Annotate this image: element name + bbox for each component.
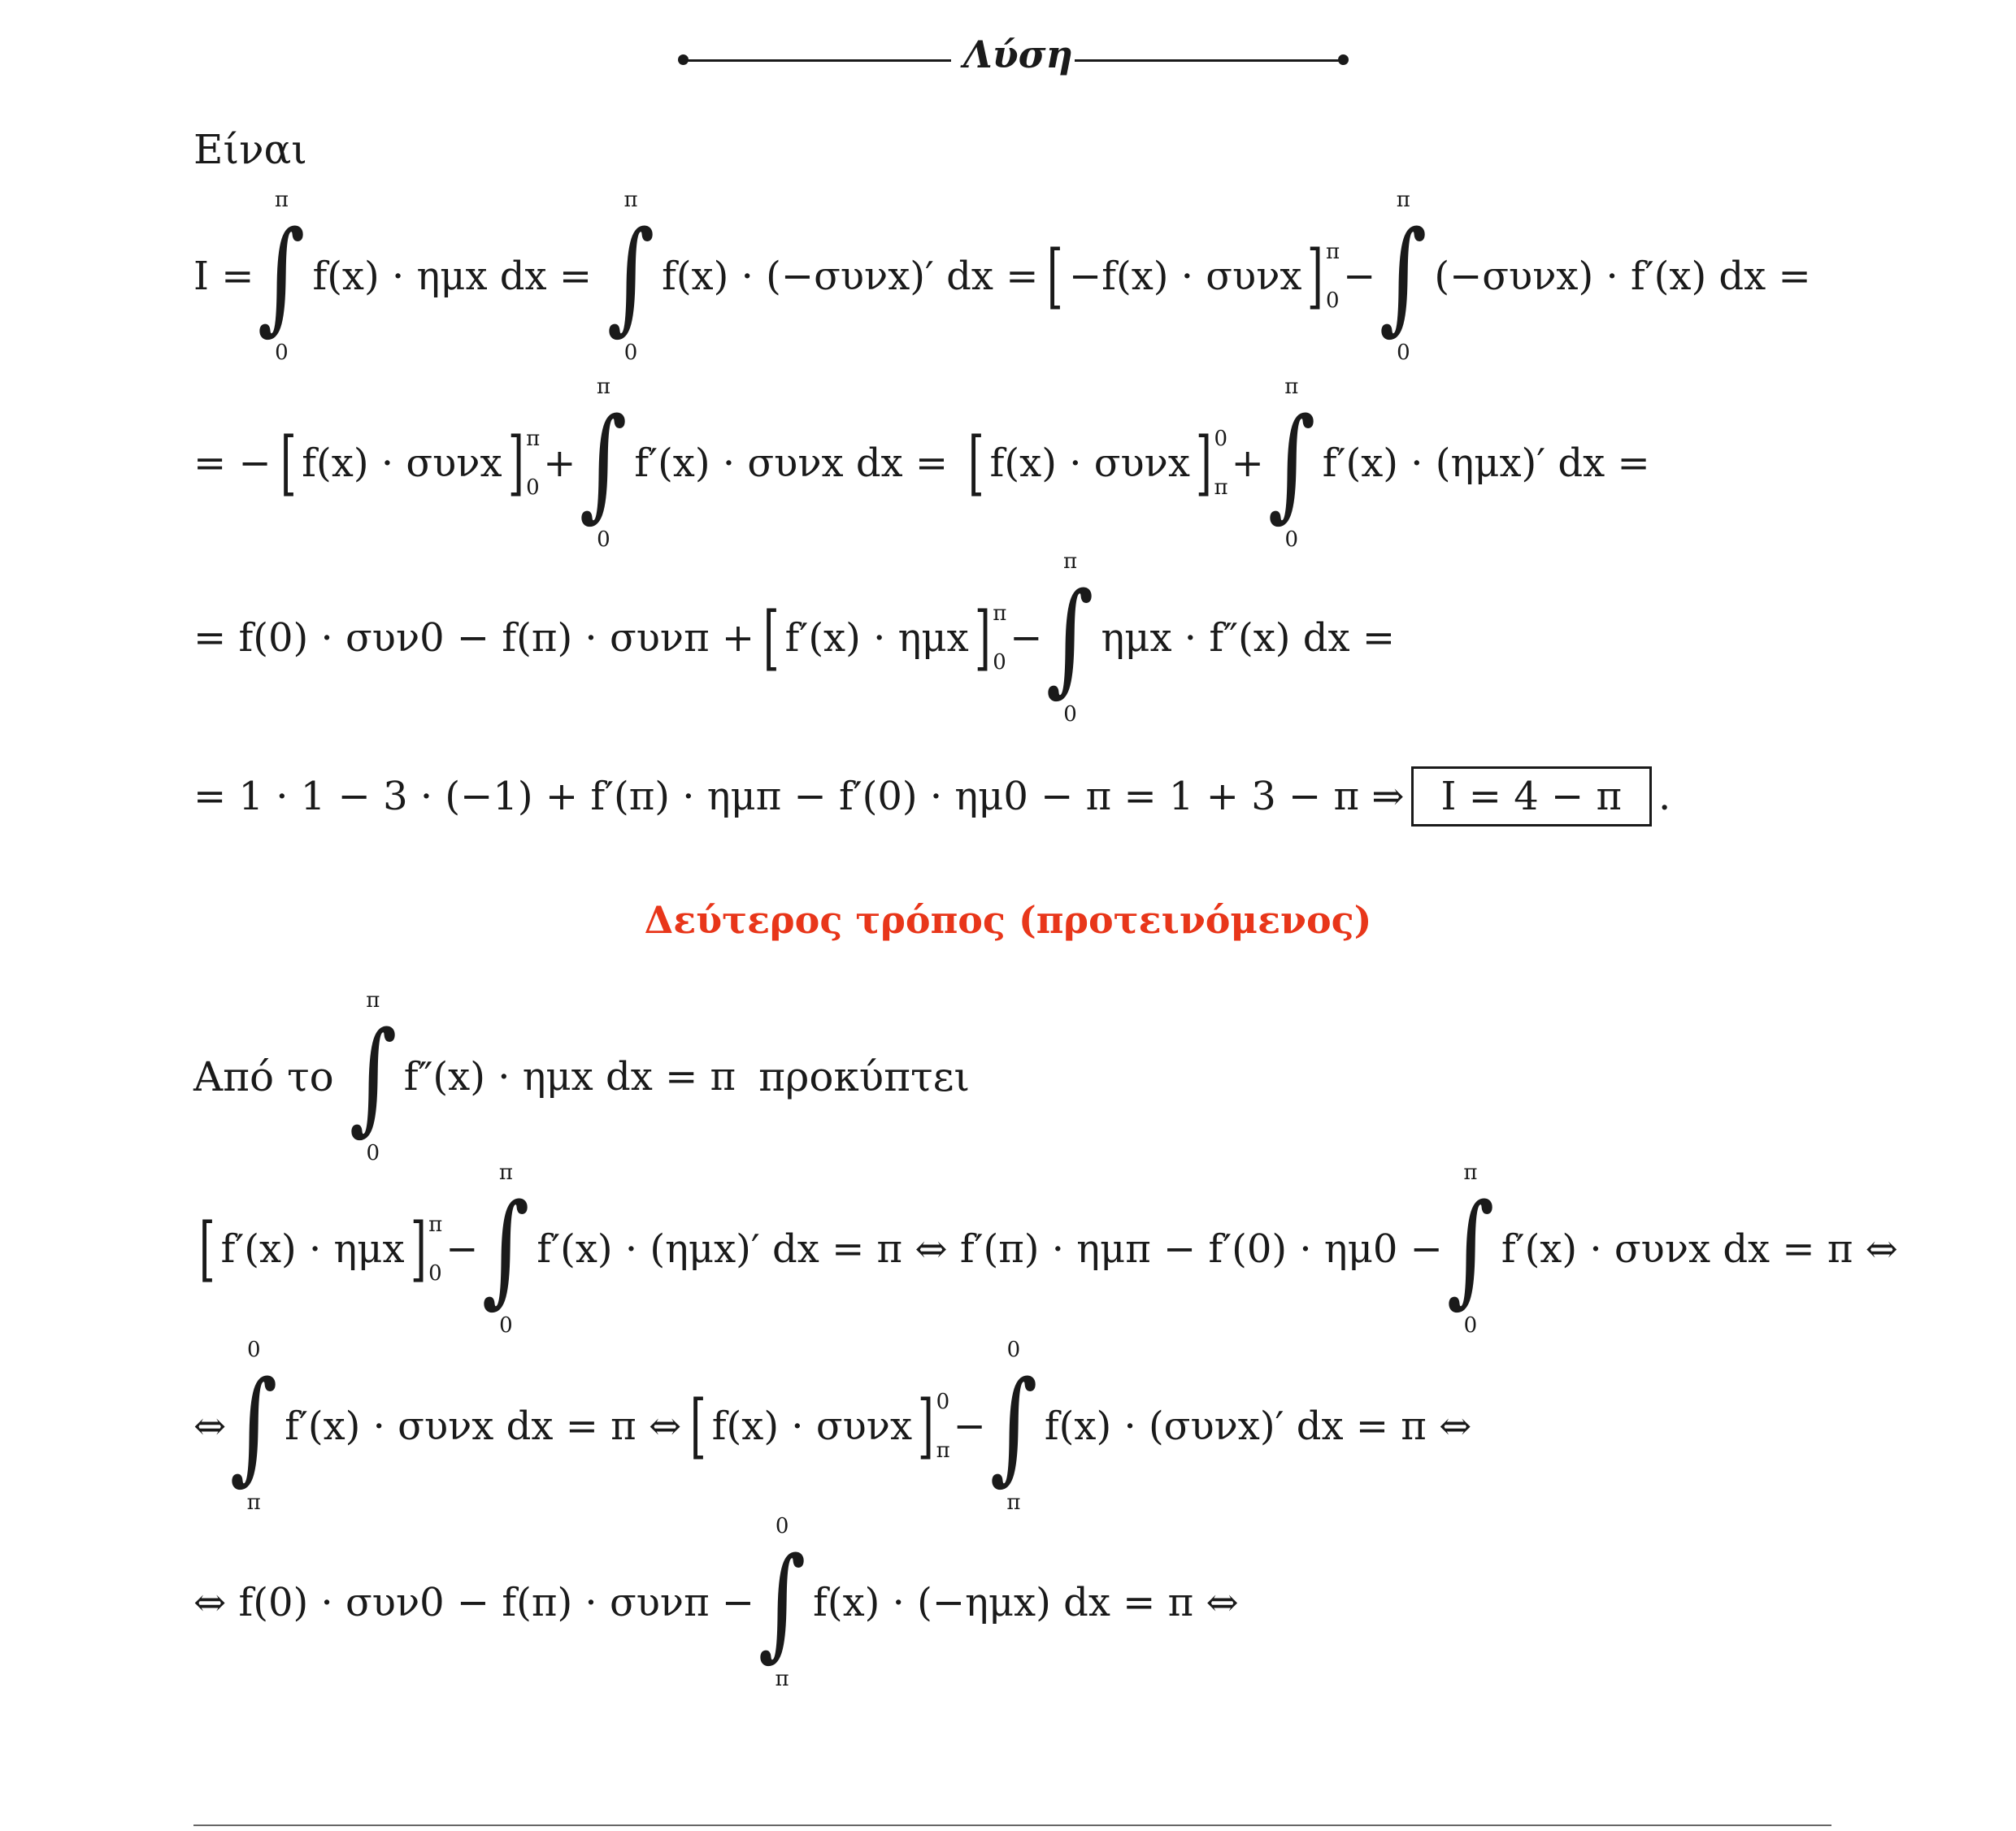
eq5-c: f′(x) · (ημx)′ dx = π ⇔ f′(π) · ημπ − f′(0) · ημ0 − [537,1226,1443,1272]
bracket-evaluation: [ f′(x) · ημx ] π 0 [763,597,1007,679]
header-rule-right [1075,59,1343,62]
bracket-evaluation: [ f(x) · συνx ] 0 π [689,1386,950,1467]
header-dot-right [1338,54,1349,65]
eq1-e: − [1343,254,1376,299]
eq4-a: = 1 · 1 − 3 · (−1) + f′(π) · ημπ − f′(0) · ημ0 − π = 1 + 3 − π ⇒ [193,774,1405,819]
equation-line-5 [193,1161,1898,1338]
eq4-end: . [1658,774,1671,819]
eq7-a: ⇔ f(0) · συν0 − f(π) · συνπ − [193,1580,755,1625]
eq6-d: − [953,1404,986,1449]
intro-text: Είναι [193,126,307,173]
footer-rule [193,1824,1831,1826]
integral-sign: π ∫ 0 [580,375,628,552]
eq2-d: f′(x) · συνx dx = [634,440,949,486]
integral-sign: π ∫ 0 [1046,549,1094,727]
eq7-b: f(x) · (−ημx) dx = π ⇔ [813,1580,1239,1625]
eq3-c: − [1010,615,1043,661]
eq2-g: f′(x) · (ημx)′ dx = [1322,440,1650,486]
second-intro-suffix: προκύπτει [758,1053,971,1100]
equation-line-6 [193,1338,1472,1515]
second-intro-equation: f″(x) · ημx dx = π [403,1054,736,1100]
eq1-a: I = [193,254,254,299]
equation-line-1 [193,188,1811,365]
integral-sign: π ∫ 0 [1267,375,1316,552]
bracket-evaluation: [ −f(x) · συνx ] π 0 [1047,236,1340,317]
equation-line-3 [193,549,1396,727]
bracket-evaluation: [ f(x) · συνx ] π 0 [280,423,541,504]
second-intro-line [193,988,971,1165]
eq5-d: f′(x) · συνx dx = π ⇔ [1501,1226,1898,1272]
equation-line-7 [193,1514,1239,1691]
section-heading: Δεύτερος τρόπος (προτεινόμενος) [644,898,1372,942]
eq5-b: − [445,1226,479,1272]
integral-sign: 0 ∫ π [758,1514,806,1691]
integral-sign: π ∫ 0 [482,1161,530,1338]
eq6-a: ⇔ [193,1404,227,1449]
eq3-d: ημx · f″(x) dx = [1101,615,1396,661]
eq1-c: f(x) · (−συνx)′ dx = [662,254,1039,299]
integral-sign: π ∫ 0 [349,988,398,1165]
header-rule-left [683,59,951,62]
integral-sign: π ∫ 0 [1379,188,1427,365]
boxed-result: I = 4 − π [1411,766,1653,827]
eq1-b: f(x) · ημx dx = [312,254,593,299]
integral-sign: 0 ∫ π [989,1338,1038,1515]
eq2-a: = − [193,440,272,486]
equation-line-4 [193,764,1671,829]
eq2-c: + [543,440,576,486]
bracket-evaluation: [ f′(x) · ημx ] π 0 [198,1208,443,1290]
bracket-evaluation: [ f(x) · συνx ] 0 π [967,423,1228,504]
integral-sign: 0 ∫ π [229,1338,278,1515]
eq1-f: (−συνx) · f′(x) dx = [1434,254,1811,299]
eq6-e: f(x) · (συνx)′ dx = π ⇔ [1044,1404,1472,1449]
integral-sign: π ∫ 0 [258,188,306,365]
second-intro-prefix: Από το [193,1053,334,1100]
equation-line-2 [193,375,1650,552]
eq3-a: = f(0) · συν0 − f(π) · συνπ + [193,615,755,661]
integral-sign: π ∫ 0 [606,188,655,365]
eq2-f: + [1231,440,1264,486]
eq6-b: f′(x) · συνx dx = π ⇔ [285,1404,682,1449]
solution-title: Λύση [963,33,1073,76]
integral-sign: π ∫ 0 [1446,1161,1495,1338]
